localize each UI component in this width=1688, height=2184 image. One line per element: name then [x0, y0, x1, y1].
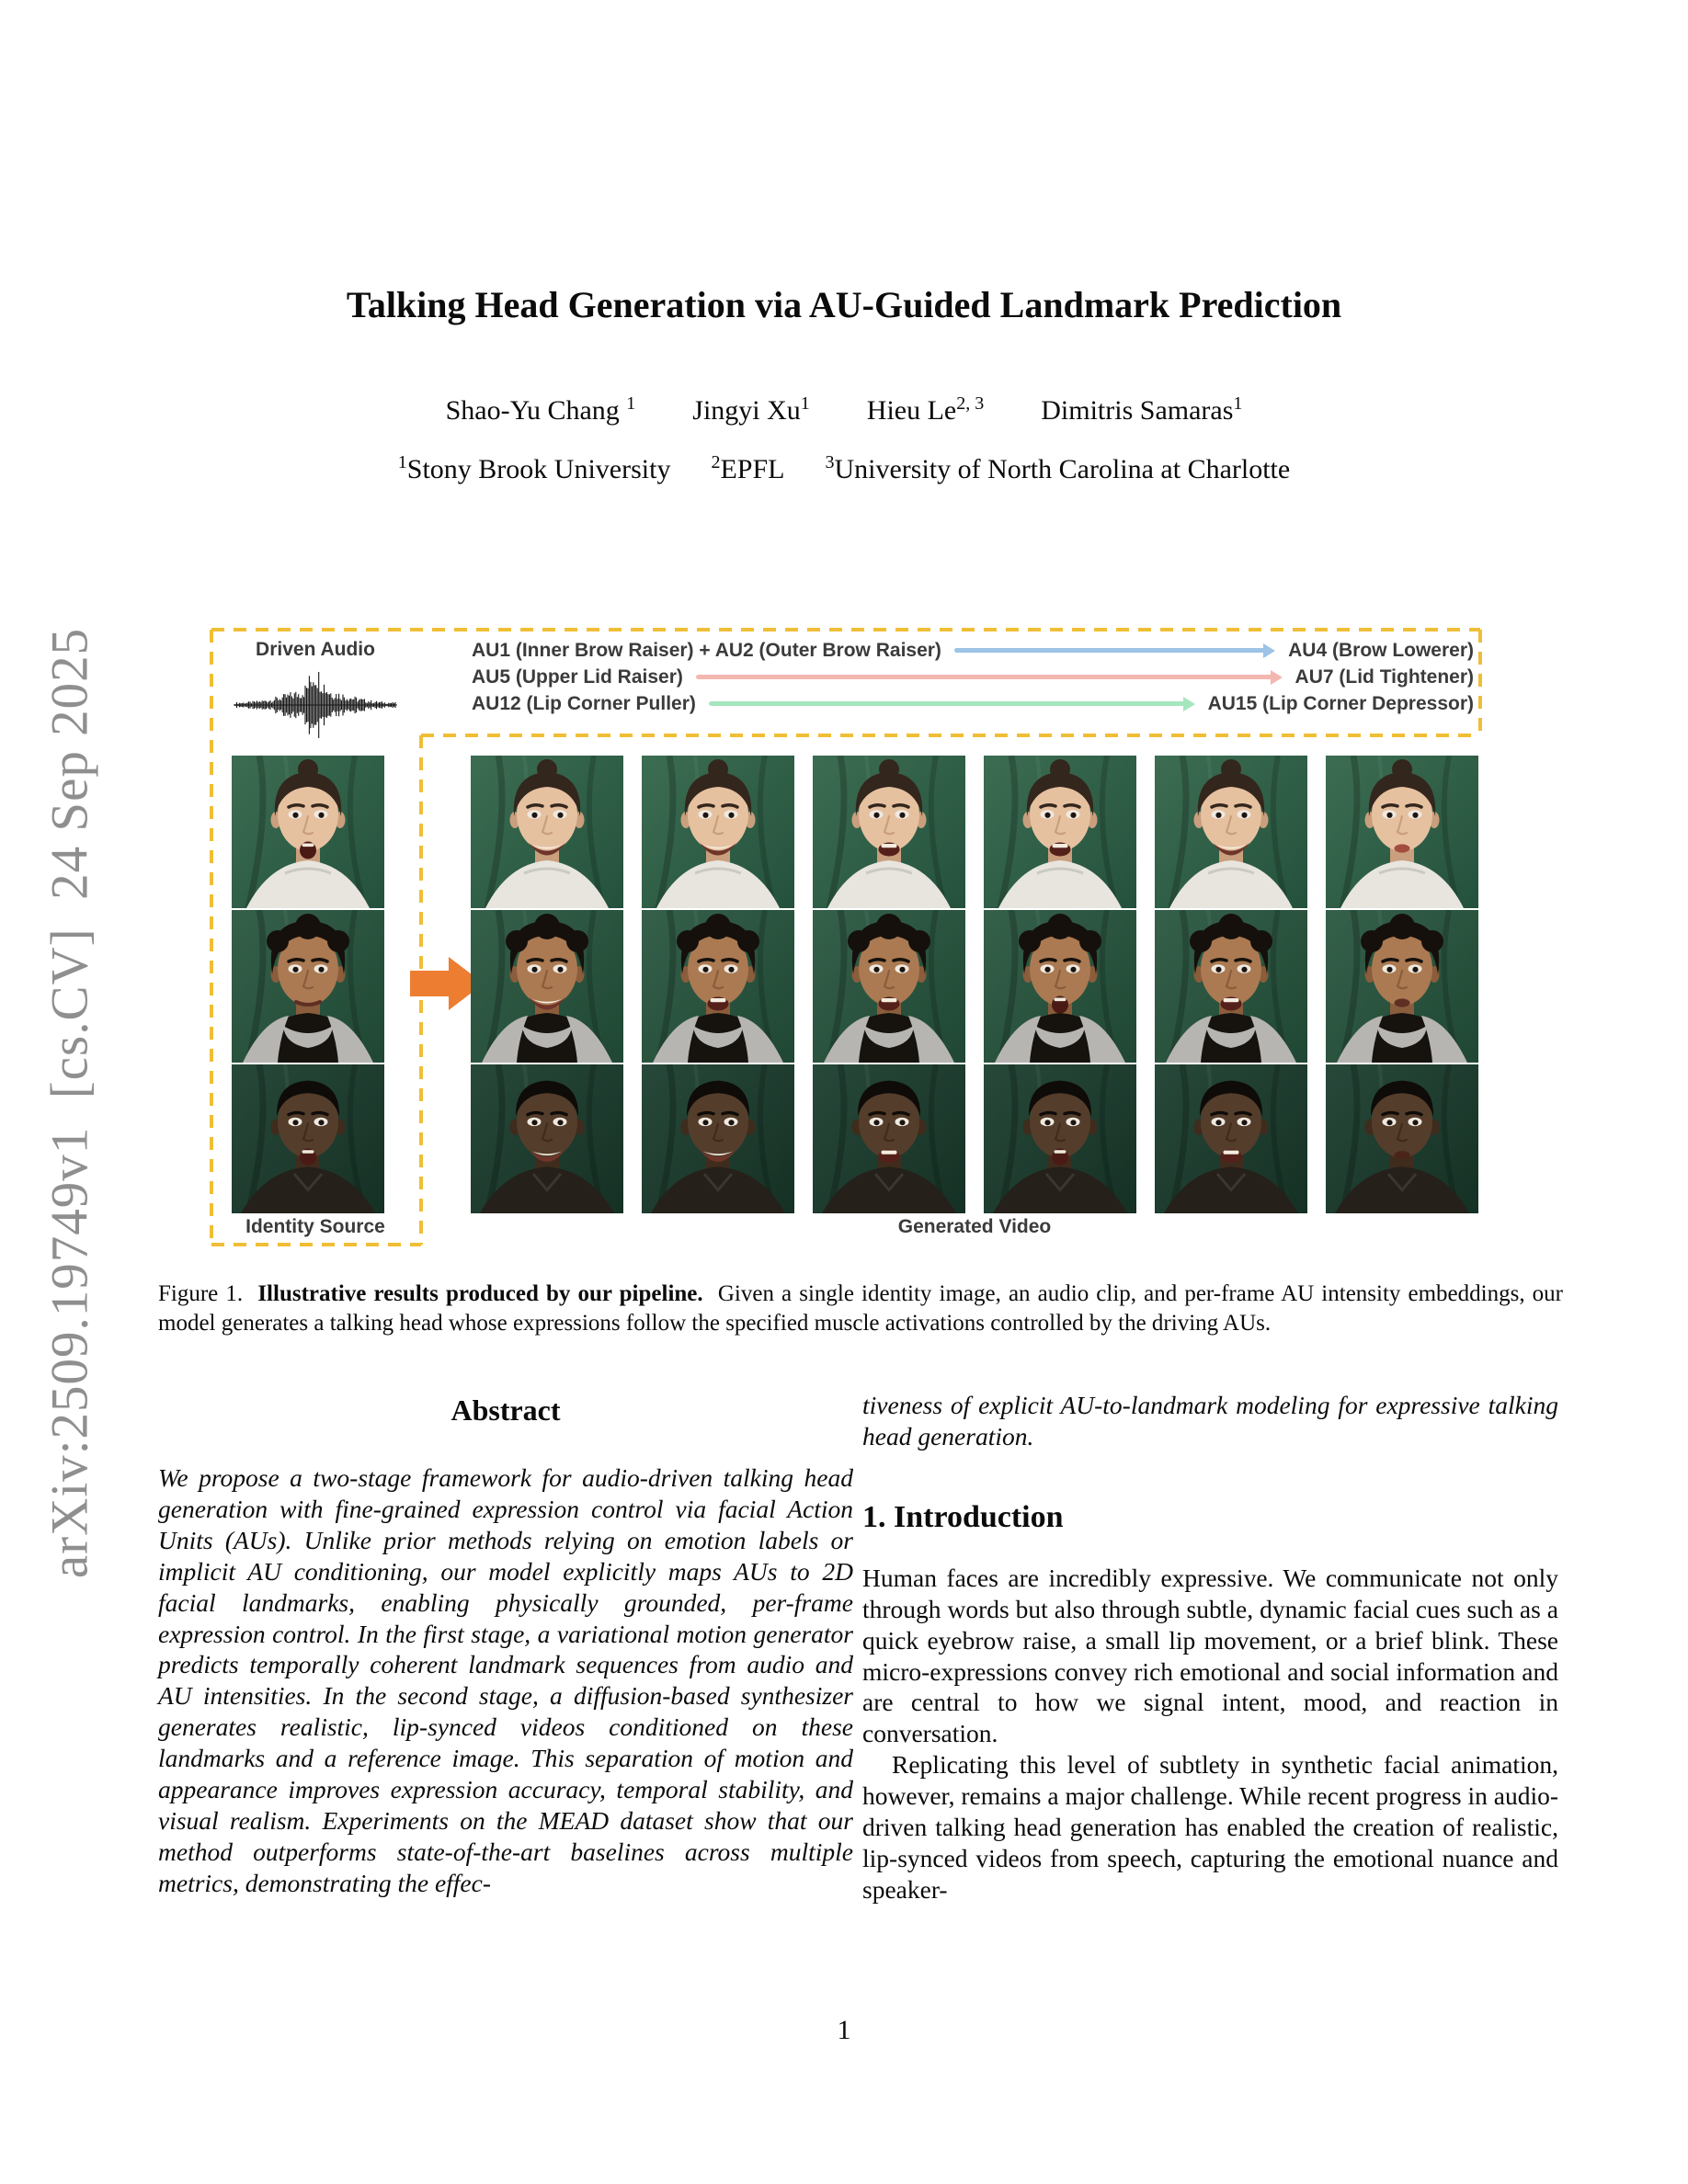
generated-face-image-r2-c3: [813, 910, 965, 1063]
caption-rest: Given a single identity image, an audio clip, and per-frame AU intensity embeddings, our model generates a talking head whose expressions follow the specified muscle activations controlled by the driving AUs.: [158, 1281, 1563, 1336]
identity-source-label: Identity Source: [245, 1216, 385, 1237]
generated-face-image-r1-c3: [813, 756, 965, 908]
au-arrow-icon: [709, 697, 1195, 711]
intro-paragraph-2: Replicating this level of subtlety in synthetic facial animation, however, remains a major challenge. While recent progress in audio-driven talking head generation has enabled the creation of realistic, lip-synced videos from speech, capturing the emotional nuance and speaker-: [862, 1750, 1558, 1904]
au-source-label: AU12 (Lip Corner Puller): [472, 692, 696, 714]
author: Hieu Le$^{2, 3}$: [866, 393, 985, 426]
generated-face-image-r3-c1: [471, 1064, 623, 1213]
author: Jingyi Xu$^1$: [692, 393, 810, 426]
au-arrow-icon: [696, 670, 1283, 685]
driven-audio-label: Driven Audio: [256, 639, 375, 660]
authors-row: [0, 393, 1688, 427]
affiliation: $^3$University of North Carolina at Charlotte: [825, 452, 1291, 484]
abstract-body: We propose a two-stage framework for audio-driven talking head generation with fine-grained expression control via facial Action Units (AUs). Unlike prior methods relying on emotion labels or implicit AU conditioning, our model explicitly maps AUs to 2D facial landmarks, enabling physically grounded, per-frame expression control. In the first stage, a variational motion generator predicts temporally coherent landmark sequences from audio and AU intensities. In the second stage, a diffusion-based synthesizer generates realistic, lip-synced videos conditioned on these landmarks and a reference image. This separation of motion and appearance improves expression accuracy, temporal stability, and visual realism. Experiments on the MEAD dataset show that our method outperforms state-of-the-art baselines across multiple metrics, demonstrating the effec-: [158, 1463, 853, 1897]
generated-face-image-r3-c6: [1326, 1064, 1478, 1213]
generated-face-image-r1-c1: [471, 756, 623, 908]
affiliations-row: [0, 452, 1688, 485]
arxiv-watermark: arXiv:2509.19749v1 [cs.CV] 24 Sep 2025: [40, 627, 99, 1579]
caption-bold: Illustrative results produced by our pipeline.: [257, 1281, 703, 1306]
au-mapping-row: [472, 664, 1474, 690]
caption-lead: Figure 1.: [158, 1281, 244, 1306]
generated-face-image-r3-c2: [642, 1064, 794, 1213]
generated-face-image-r2-c6: [1326, 910, 1478, 1063]
affiliation: $^1$Stony Brook University: [397, 452, 671, 484]
generated-face-image-r3-c4: [984, 1064, 1136, 1213]
identity-face-image-2: [232, 910, 384, 1063]
generated-face-image-r2-c2: [642, 910, 794, 1063]
abstract-continuation: tiveness of explicit AU-to-landmark modeling for expressive talking head generation.: [862, 1391, 1558, 1450]
generated-face-image-r1-c2: [642, 756, 794, 908]
section-1-heading: 1. Introduction: [862, 1499, 1064, 1534]
left-column: [158, 1393, 853, 1899]
generated-face-image-r2-c5: [1155, 910, 1307, 1063]
au-arrow-icon: [954, 643, 1275, 658]
audio-waveform-icon: [234, 670, 397, 740]
generated-face-image-r1-c5: [1155, 756, 1307, 908]
au-mapping-rows: [472, 637, 1474, 717]
abstract-heading: Abstract: [451, 1393, 561, 1427]
generated-face-image-r2-c1: [471, 910, 623, 1063]
au-target-label: AU7 (Lid Tightener): [1295, 665, 1474, 688]
author: Dimitris Samaras$^1$: [1041, 393, 1243, 426]
paper-title: Talking Head Generation via AU-Guided Landmark Prediction: [346, 284, 1342, 325]
generated-face-image-r1-c4: [984, 756, 1136, 908]
identity-face-image-3: [232, 1064, 384, 1213]
identity-face-image-1: [232, 756, 384, 908]
au-target-label: AU4 (Brow Lowerer): [1288, 639, 1474, 661]
page-number: 1: [837, 2015, 851, 2045]
right-column: [862, 1390, 1558, 1905]
generated-face-image-r3-c5: [1155, 1064, 1307, 1213]
au-mapping-row: [472, 637, 1474, 664]
au-target-label: AU15 (Lip Corner Depressor): [1207, 692, 1474, 714]
au-source-label: AU1 (Inner Brow Raiser) + AU2 (Outer Brow Raiser): [472, 639, 941, 661]
au-source-label: AU5 (Upper Lid Raiser): [472, 665, 683, 688]
figure-1: [210, 628, 1482, 1248]
author: Shao-Yu Chang $^1$: [445, 393, 636, 426]
intro-paragraph-1: Human faces are incredibly expressive. We communicate not only through words but also through subtle, dynamic facial cues such as a quick eyebrow raise, a small lip movement, or a brief blink. These micro-expressions convey rich emotional and social information and are central to how we signal intent, mood, and reaction in conversation.: [862, 1563, 1558, 1748]
figure-caption: [158, 1280, 1563, 1338]
generated-face-image-r3-c3: [813, 1064, 965, 1213]
generated-face-image-r1-c6: [1326, 756, 1478, 908]
au-mapping-row: [472, 690, 1474, 717]
affiliation: $^2$EPFL: [711, 452, 785, 484]
generated-video-label: Generated Video: [897, 1216, 1052, 1237]
generated-face-image-r2-c4: [984, 910, 1136, 1063]
